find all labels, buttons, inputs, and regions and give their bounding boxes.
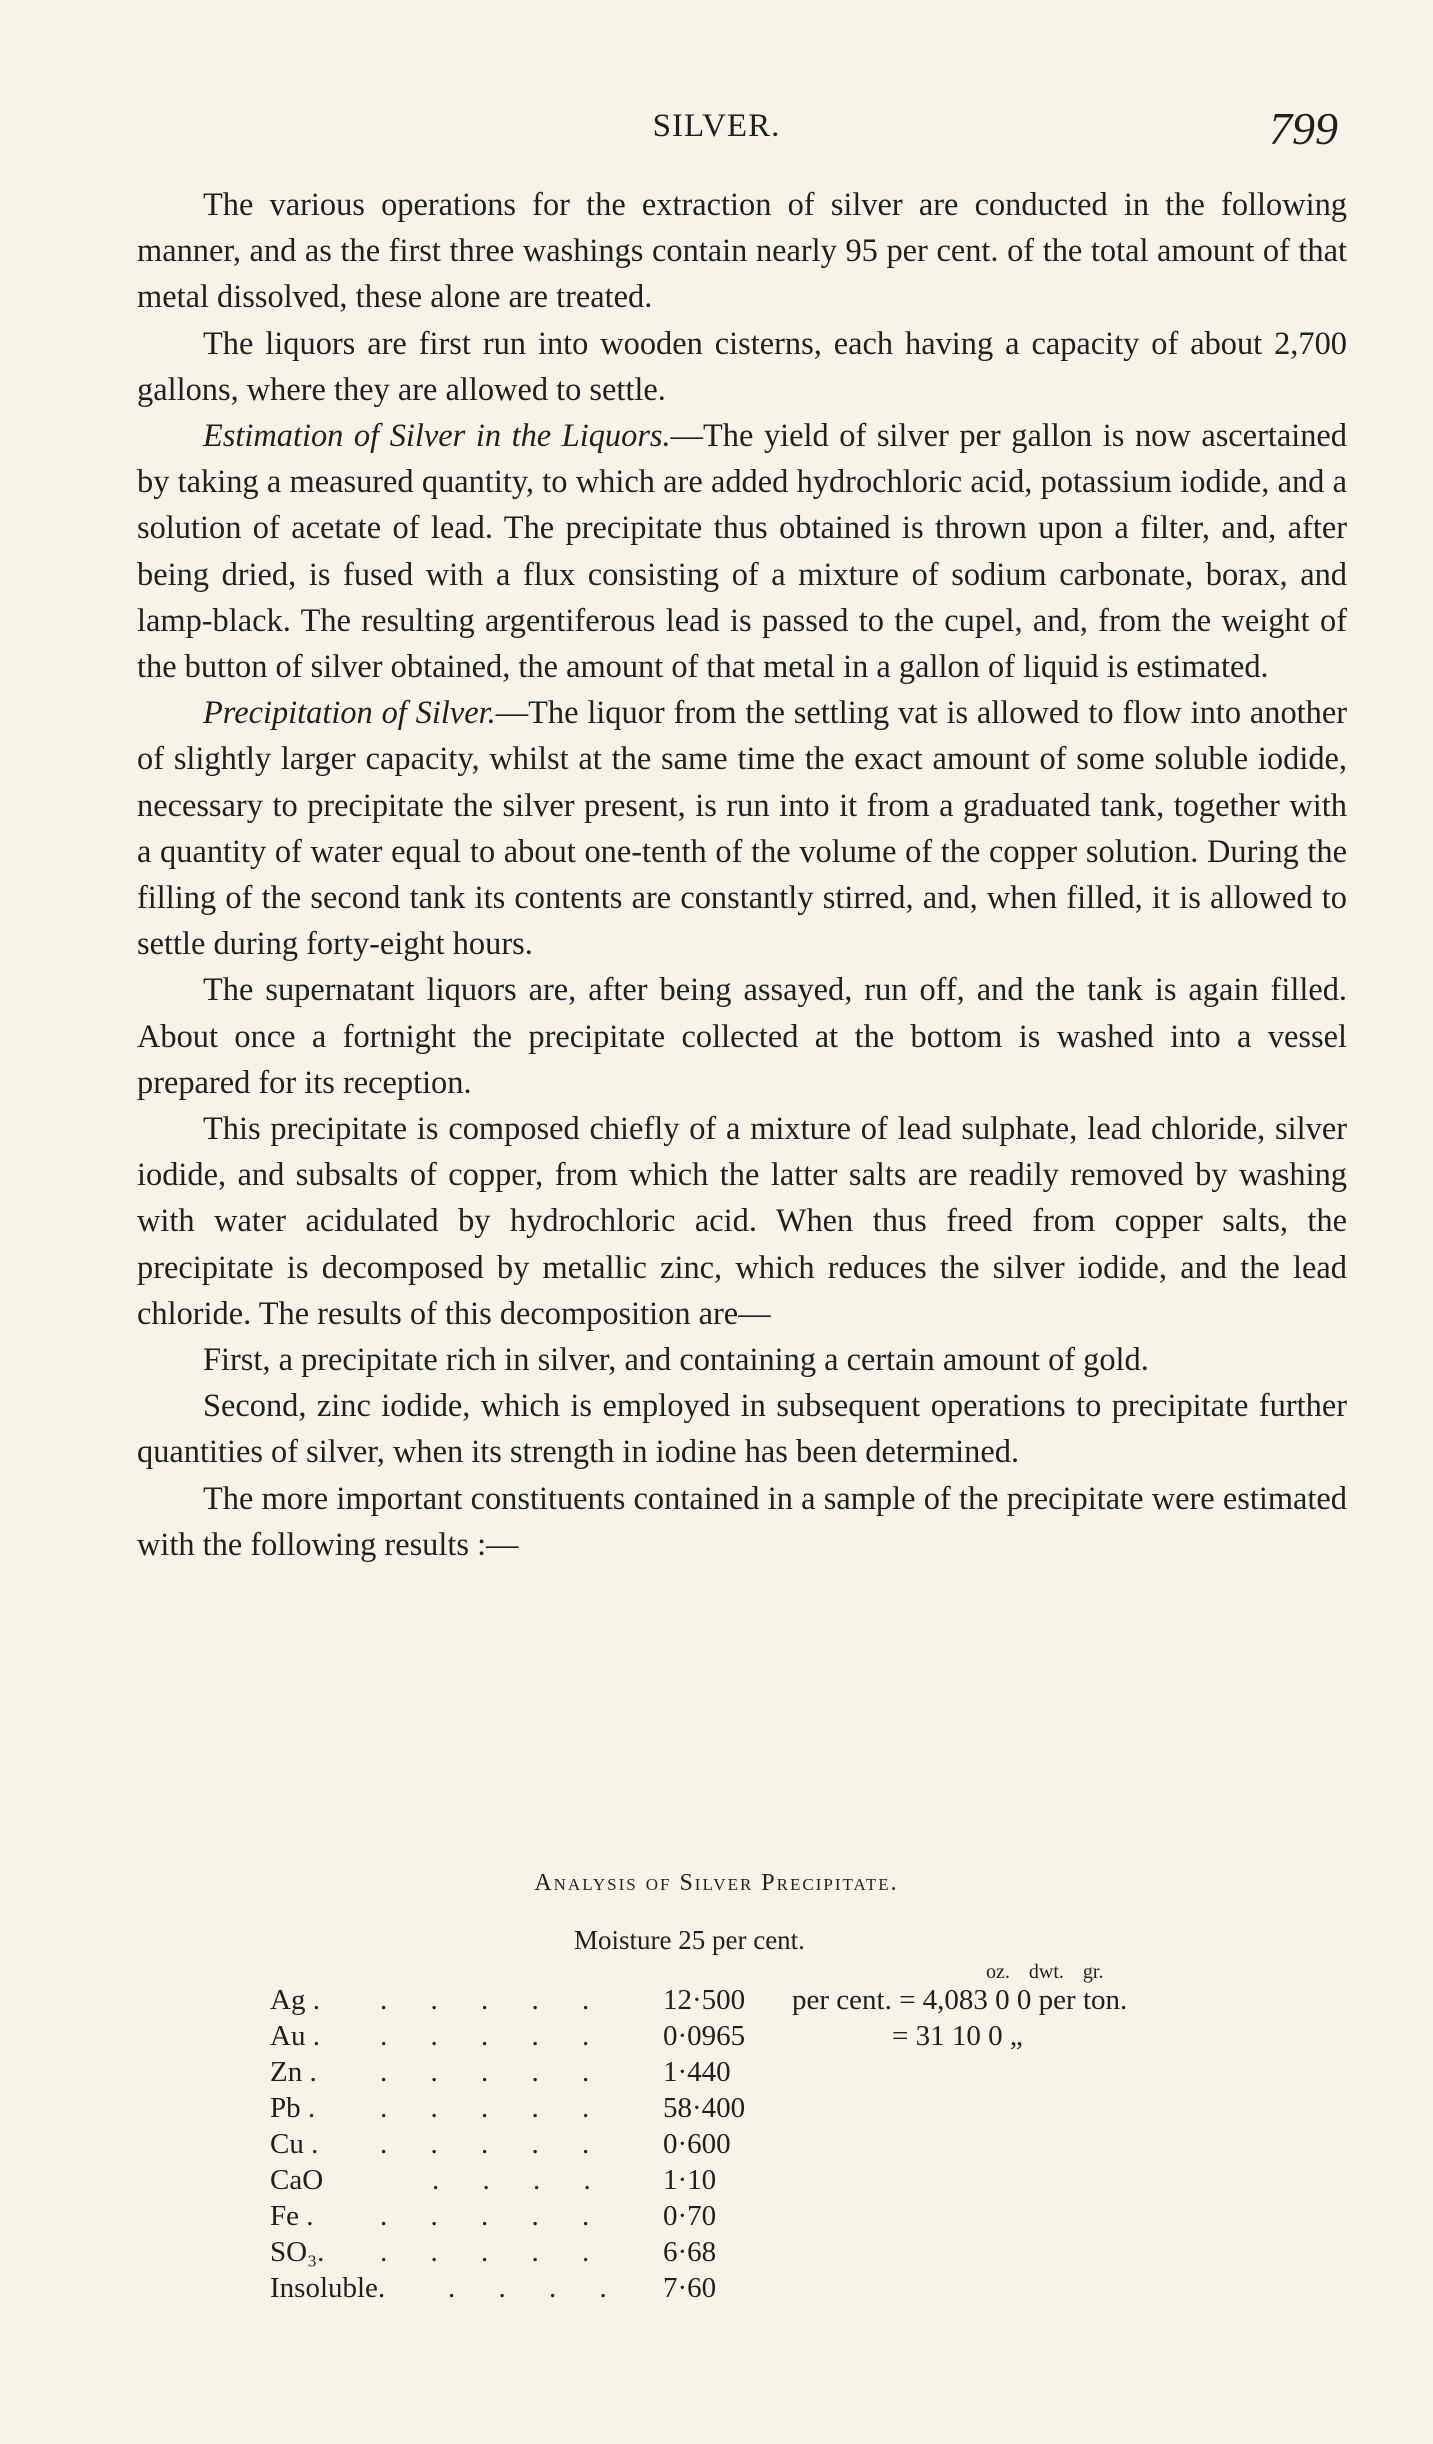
constituent-value: 12·500 xyxy=(663,1984,746,2016)
dot-leaders: . . . . xyxy=(448,2272,625,2304)
constituent-value: 58·400 xyxy=(663,2092,746,2124)
paragraph-estimation xyxy=(137,413,1347,690)
constituent-name: Zn . xyxy=(270,2056,317,2088)
paragraph-text: The supernatant liquors are, after being assayed, run off, and the tank is again filled. About once a fortnight the precipitate collected at the bottom is washed into a vessel prepared for its reception. xyxy=(137,972,1347,1101)
constituent-value: 7·60 xyxy=(663,2272,717,2304)
paragraph-extraction-operations xyxy=(137,182,1347,321)
paragraph-text: The more important constituents contained in a sample of the precipitate were estimated with the following results :— xyxy=(137,1480,1347,1563)
dot-leaders: . . . . xyxy=(432,2164,609,2196)
analysis-row-insoluble xyxy=(270,2270,1350,2306)
constituent-name: SO₃. xyxy=(270,2236,325,2268)
dot-leaders: . . . . . xyxy=(380,2092,608,2124)
analysis-row-copper xyxy=(270,2126,1350,2162)
constituent-value: 6·68 xyxy=(663,2236,717,2268)
constituent-name: Cu . xyxy=(270,2128,319,2160)
analysis-row-silver xyxy=(270,1982,1350,2018)
paragraph-text: —The liquor from the settling vat is allowed to flow into another of slightly larger capacity, whilst at the same time the exact amount of some soluble iodide, necessary to precipitate the silver present, is run into it from a graduated tank, together with a quantity of water equal to about one-tenth of the volume of the copper solution. During the filling of the second tank its contents are constantly stirred, and, when filled, it is allowed to settle during forty-eight hours. xyxy=(137,695,1347,963)
paragraph-second-result xyxy=(137,1383,1347,1475)
analysis-title: Analysis of Silver Precipitate. xyxy=(534,1870,899,1896)
paragraph-text: The various operations for the extraction of silver are conducted in the following manner, and as the first three washings contain nearly 95 per cent. of the total amount of that metal dissolved, these alone are treated. xyxy=(137,187,1347,316)
constituent-name: Insoluble. xyxy=(270,2272,386,2304)
analysis-row-iron xyxy=(270,2198,1350,2234)
conversion-value: per cent. = 4,083 0 0 per ton. xyxy=(792,1984,1128,2016)
ounces-unit: oz. xyxy=(986,1961,1010,1983)
constituent-value: 0·70 xyxy=(663,2200,717,2232)
moisture-note: Moisture 25 per cent. xyxy=(574,1925,805,1955)
pennyweight-unit: dwt. xyxy=(1028,1961,1064,1983)
paragraph-text: —The yield of silver per gallon is now ascertained by taking a measured quantity, to which are added hydrochloric acid, potassium iodide, and a solution of acetate of lead. The precipitate thus obtained is thrown upon a filter, and, after being dried, is fused with a flux consisting of a mixture of sodium carbonate, borax, and lamp-black. The resulting argentiferous lead is passed to the cupel, and, from the weight of the button of silver obtained, the amount of that metal in a gallon of liquid is estimated. xyxy=(137,418,1347,686)
constituent-name: Ag . xyxy=(270,1984,320,2016)
running-head xyxy=(0,103,1433,158)
weight-units xyxy=(986,1961,1117,1984)
precipitation-heading: Precipitation of Silver. xyxy=(203,695,496,732)
constituent-value: 1·440 xyxy=(663,2056,731,2088)
constituent-value: 1·10 xyxy=(663,2164,717,2196)
grains-unit: gr. xyxy=(1082,1961,1104,1983)
analysis-row-sulphur-trioxide xyxy=(270,2234,1350,2270)
paragraph-text: This precipitate is composed chiefly of a mixture of lead sulphate, lead chloride, silver iodide, and subsalts of copper, from which the latter salts are readily removed by washing with water acidulated by hydrochloric acid. When thus freed from copper salts, the precipitate is decomposed by metallic zinc, which reduces the silver iodide, and the lead chloride. The results of this decomposition are— xyxy=(137,1111,1347,1332)
dot-leaders: . . . . . xyxy=(380,2020,608,2052)
analysis-table xyxy=(270,1982,1350,2306)
paragraph-text: The liquors are first run into wooden cisterns, each having a capacity of about 2,700 gallons, where they are allowed to settle. xyxy=(137,325,1347,408)
paragraph-precipitation xyxy=(137,690,1347,967)
constituent-name: Au . xyxy=(270,2020,320,2052)
dot-leaders: . . . . . xyxy=(380,2236,608,2268)
body-text xyxy=(137,182,1347,1568)
analysis-row-lead xyxy=(270,2090,1350,2126)
conversion-value: = 31 10 0 „ xyxy=(892,2020,1023,2052)
constituent-value: 0·600 xyxy=(663,2128,731,2160)
dot-leaders: . . . . . xyxy=(380,1984,608,2016)
analysis-row-gold xyxy=(270,2018,1350,2054)
paragraph-precipitate-composition xyxy=(137,1106,1347,1337)
dot-leaders: . . . . . xyxy=(380,2128,608,2160)
dot-leaders: . . . . . xyxy=(380,2056,608,2088)
paragraph-analysis-intro xyxy=(137,1476,1347,1568)
constituent-value: 0·0965 xyxy=(663,2020,746,2052)
paragraph-text: First, a precipitate rich in silver, and containing a certain amount of gold. xyxy=(203,1342,1149,1379)
paragraph-supernatant-liquors xyxy=(137,967,1347,1106)
constituent-name: CaO xyxy=(270,2164,324,2196)
constituent-name: Pb . xyxy=(270,2092,316,2124)
paragraph-cisterns xyxy=(137,321,1347,413)
dot-leaders: . . . . . xyxy=(380,2200,608,2232)
analysis-row-zinc xyxy=(270,2054,1350,2090)
constituent-name: Fe . xyxy=(270,2200,314,2232)
paragraph-first-result xyxy=(137,1337,1347,1383)
page-number: 799 xyxy=(1269,103,1338,154)
paragraph-text: Second, zinc iodide, which is employed in subsequent operations to precipitate further quantities of silver, when its strength in iodine has been determined. xyxy=(137,1388,1347,1471)
chapter-title: SILVER. xyxy=(652,108,781,144)
analysis-row-calcium-oxide xyxy=(270,2162,1350,2198)
estimation-heading: Estimation of Silver in the Liquors. xyxy=(203,418,671,455)
